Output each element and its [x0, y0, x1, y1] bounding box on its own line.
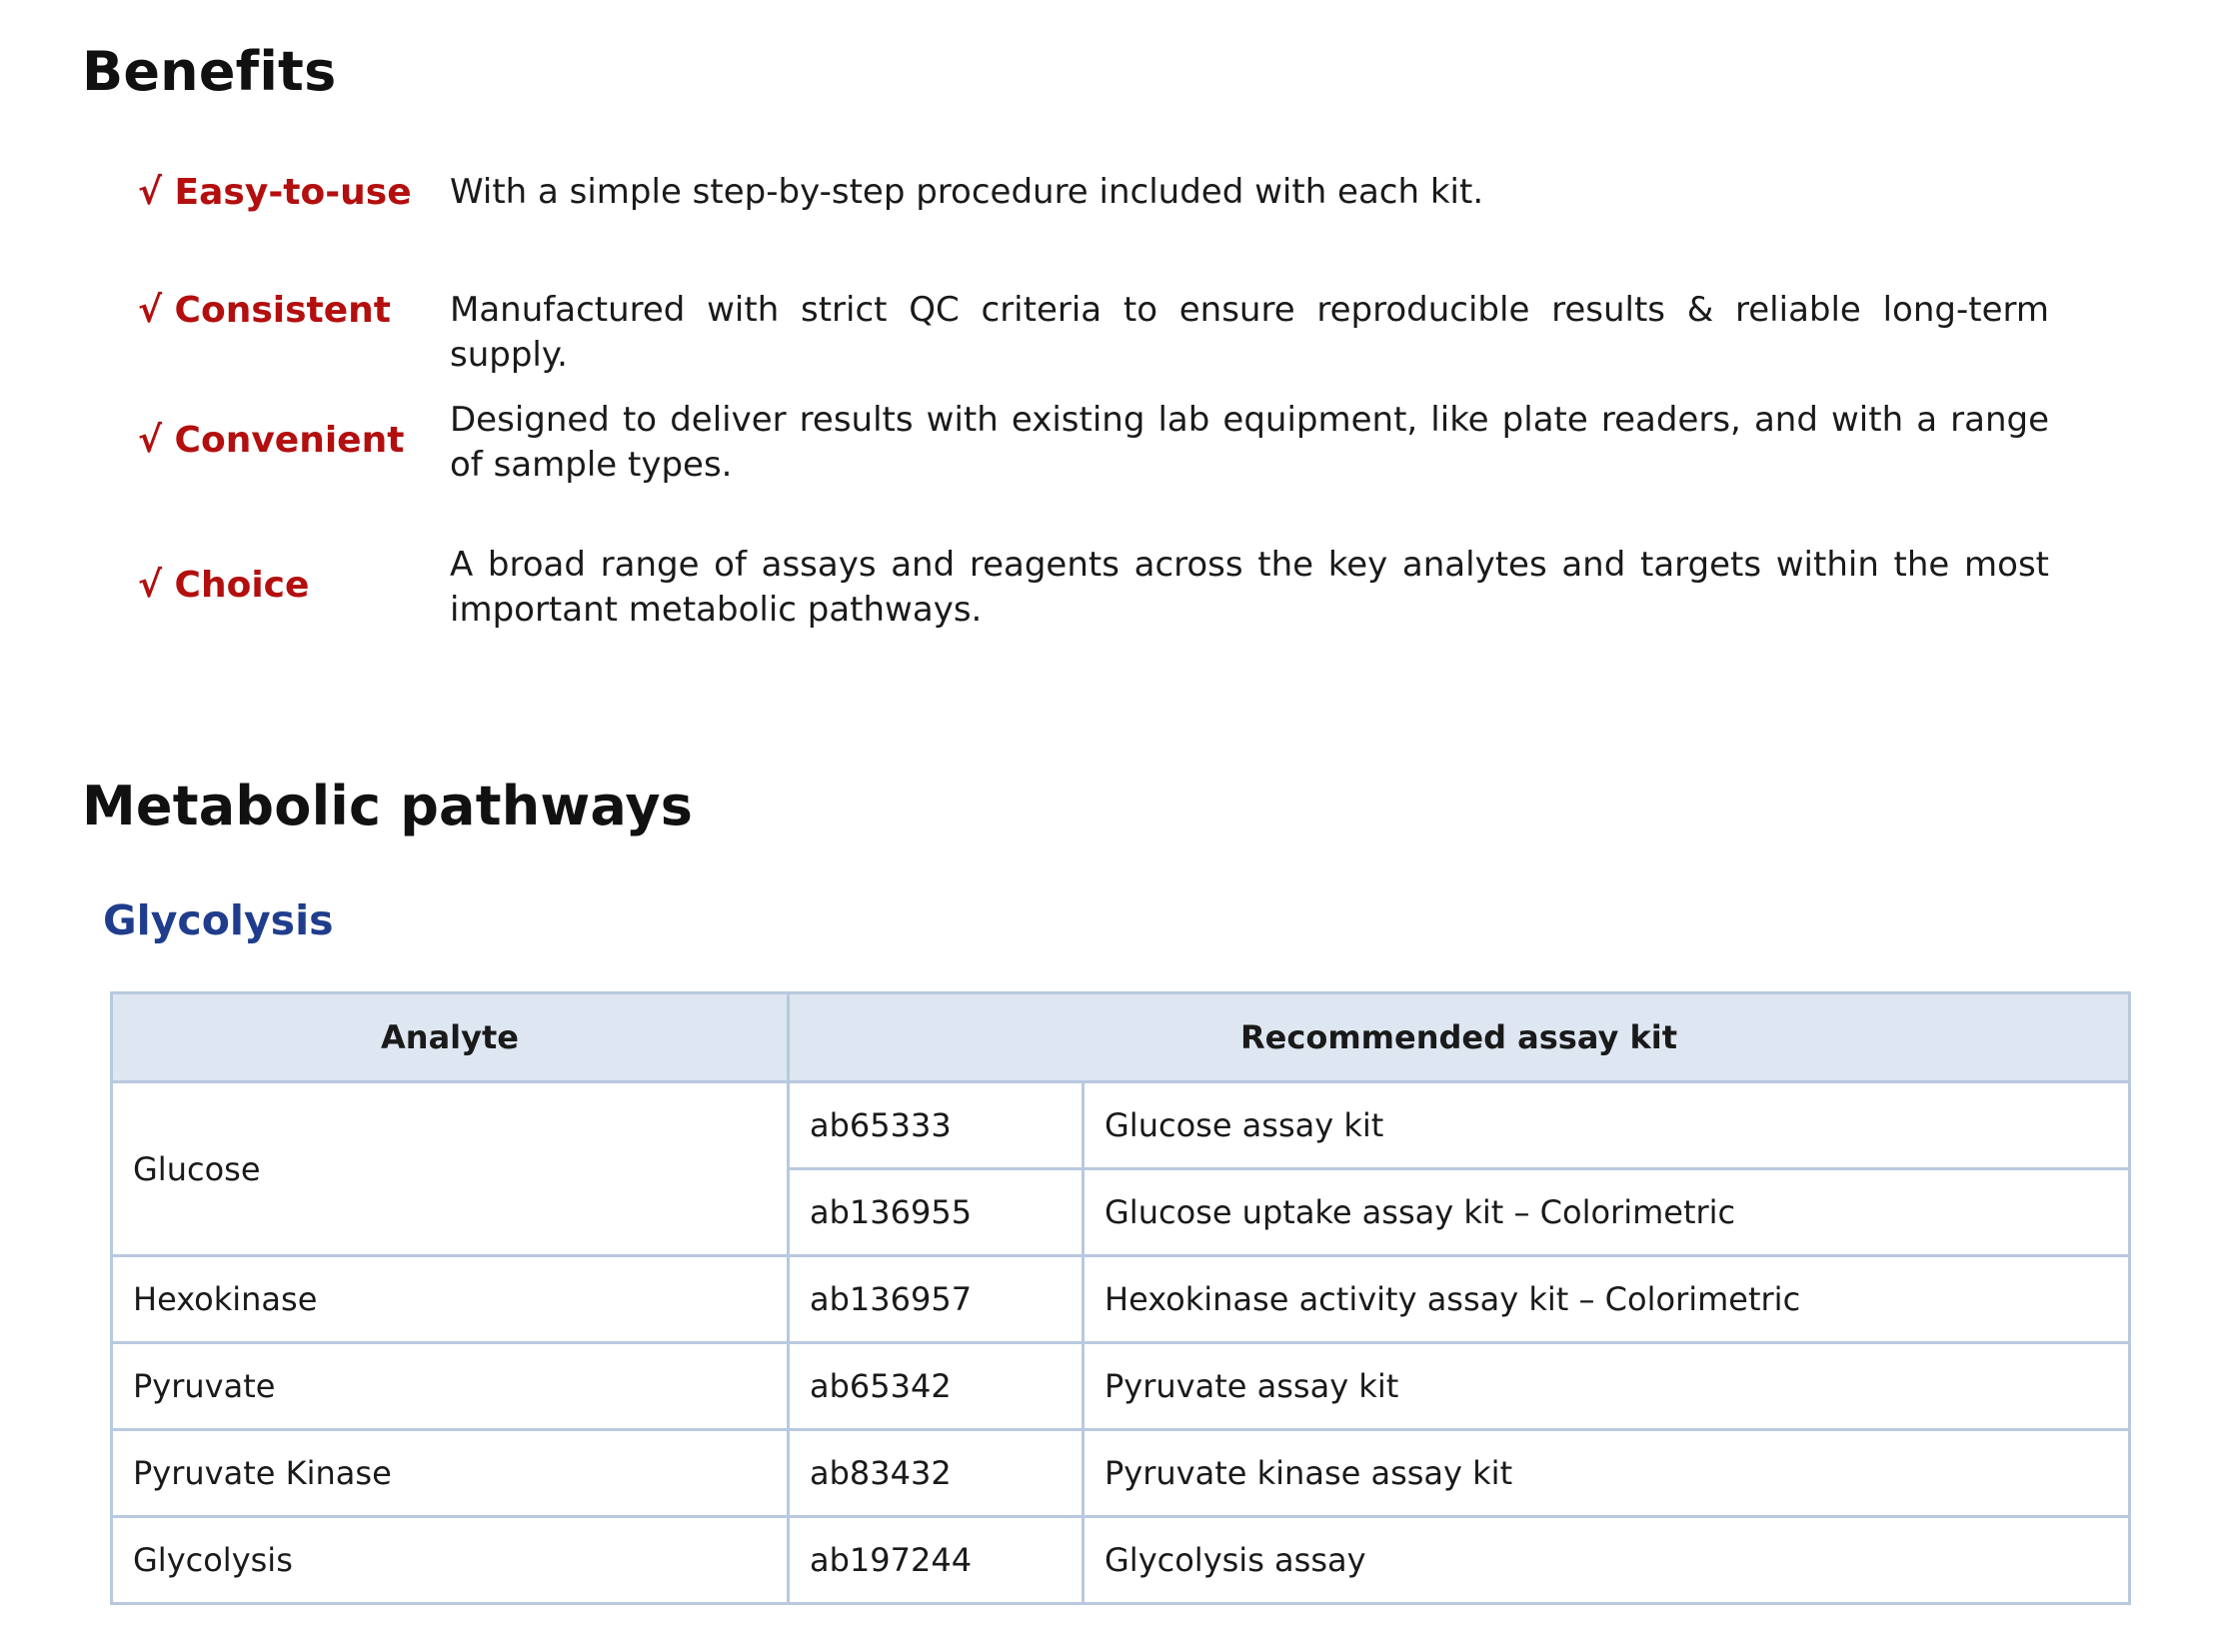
table-header-row	[112, 993, 2130, 1082]
analyte-cell: Hexokinase	[112, 1256, 789, 1343]
benefit-label: √ Consistent	[138, 290, 391, 331]
benefit-description: With a simple step-by-step procedure included with each kit.	[450, 172, 1484, 212]
glycolysis-subsection-heading: Glycolysis	[103, 896, 334, 944]
benefit-label: √ Easy-to-use	[138, 172, 412, 213]
product-code-cell: ab136955	[789, 1169, 1084, 1256]
table-row	[112, 1256, 2130, 1343]
analyte-cell: Pyruvate Kinase	[112, 1430, 789, 1517]
analyte-cell: Glycolysis	[112, 1517, 789, 1604]
recommended-kit-column-header: Recommended assay kit	[789, 993, 2130, 1082]
kit-name-cell: Pyruvate kinase assay kit	[1084, 1430, 2130, 1517]
product-code-cell: ab83432	[789, 1430, 1084, 1517]
analyte-cell: Pyruvate	[112, 1343, 789, 1430]
benefit-label: √ Choice	[138, 565, 310, 606]
glycolysis-assay-table	[110, 991, 2131, 1605]
benefit-description: A broad range of assays and reagents across the key analytes and targets within the most important metabolic pathways.	[450, 545, 2049, 630]
table-row	[112, 1430, 2130, 1517]
product-code-cell: ab65342	[789, 1343, 1084, 1430]
product-code-cell: ab65333	[789, 1082, 1084, 1169]
benefit-label: √ Convenient	[138, 420, 405, 461]
kit-name-cell: Glucose assay kit	[1084, 1082, 2130, 1169]
table-row	[112, 1343, 2130, 1430]
benefits-title: Benefits	[82, 40, 337, 103]
kit-name-cell: Pyruvate assay kit	[1084, 1343, 2130, 1430]
kit-name-cell: Glucose uptake assay kit – Colorimetric	[1084, 1169, 2130, 1256]
benefit-description: Manufactured with strict QC criteria to ensure reproducible results & reliable long-term supply.	[450, 290, 2049, 375]
product-code-cell: ab197244	[789, 1517, 1084, 1604]
benefit-description: Designed to deliver results with existing lab equipment, like plate readers, and with a range of sample types.	[450, 400, 2049, 485]
table-row	[112, 1517, 2130, 1604]
analyte-column-header: Analyte	[112, 993, 789, 1082]
kit-name-cell: Glycolysis assay	[1084, 1517, 2130, 1604]
analyte-cell: Glucose	[112, 1082, 789, 1256]
product-code-cell: ab136957	[789, 1256, 1084, 1343]
kit-name-cell: Hexokinase activity assay kit – Colorimetric	[1084, 1256, 2130, 1343]
table-row	[112, 1082, 2130, 1169]
metabolic-pathways-title: Metabolic pathways	[82, 775, 694, 837]
